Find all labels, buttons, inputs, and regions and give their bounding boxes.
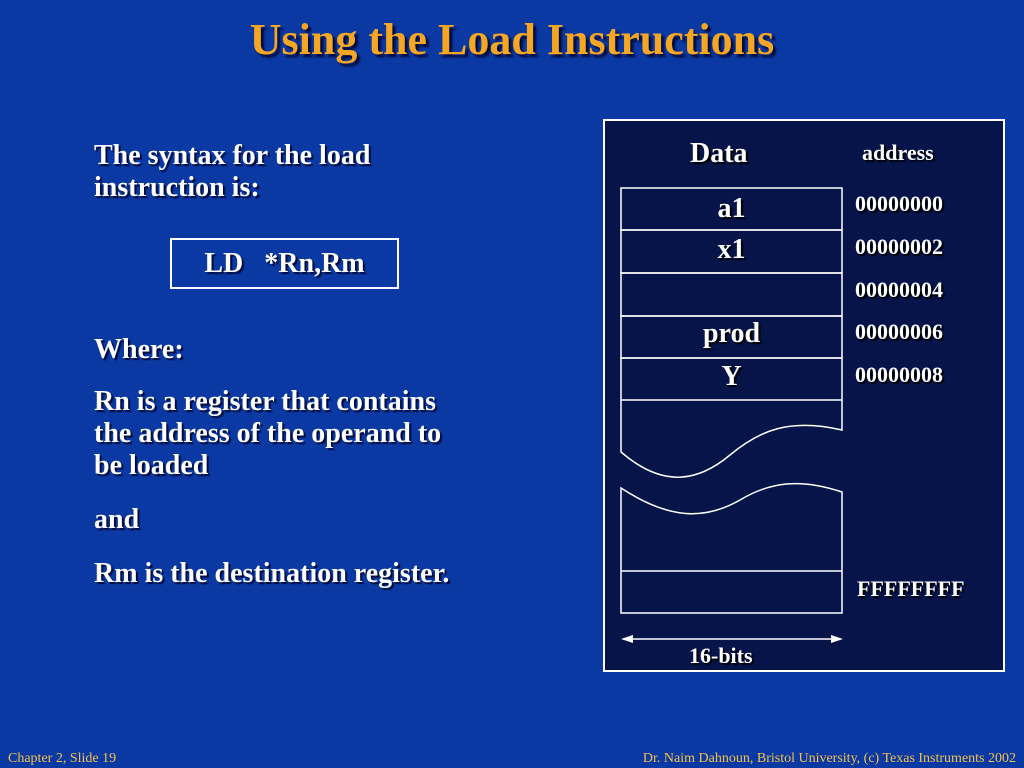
memory-cell-label: Y [721, 361, 742, 392]
width-arrow-left-head [621, 635, 633, 643]
address-column-header: address [862, 140, 934, 165]
bit-width-label: 16-bits [689, 643, 753, 668]
footer-credit: Dr. Naim Dahnoun, Bristol University, (c) Texas Instruments 2002 [642, 751, 1016, 766]
memory-address: 00000000 [855, 191, 943, 216]
where-label: Where: [94, 334, 184, 365]
memory-cell-label: prod [702, 318, 761, 349]
memory-cell-label: x1 [717, 234, 746, 265]
slide-title: Using the Load Instructions [249, 15, 775, 64]
memory-address: 00000008 [855, 362, 943, 387]
intro-line-1: The syntax for the load [94, 140, 371, 171]
syntax-box: LD *Rn,Rm [170, 238, 399, 289]
memory-cell-border [621, 273, 842, 316]
width-arrow-right-head [831, 635, 843, 643]
memory-break-bottom [621, 484, 842, 613]
last-memory-address: FFFFFFFF [857, 576, 965, 601]
memory-break-top [621, 400, 842, 477]
intro-line-2: instruction is: [94, 172, 260, 203]
and-label: and [94, 504, 140, 535]
rn-description-line-1: Rn is a register that contains [94, 386, 436, 417]
memory-cell-label: a1 [717, 193, 746, 224]
rm-description: Rm is the destination register. [94, 558, 450, 589]
data-column-header: Data [690, 138, 748, 169]
memory-address: 00000006 [855, 319, 943, 344]
memory-address: 00000002 [855, 234, 943, 259]
footer-slide-number: Chapter 2, Slide 19 [8, 751, 117, 766]
rn-description-line-2: the address of the operand to [94, 418, 442, 449]
memory-address: 00000004 [855, 277, 943, 302]
rn-description-line-3: be loaded [94, 450, 209, 481]
